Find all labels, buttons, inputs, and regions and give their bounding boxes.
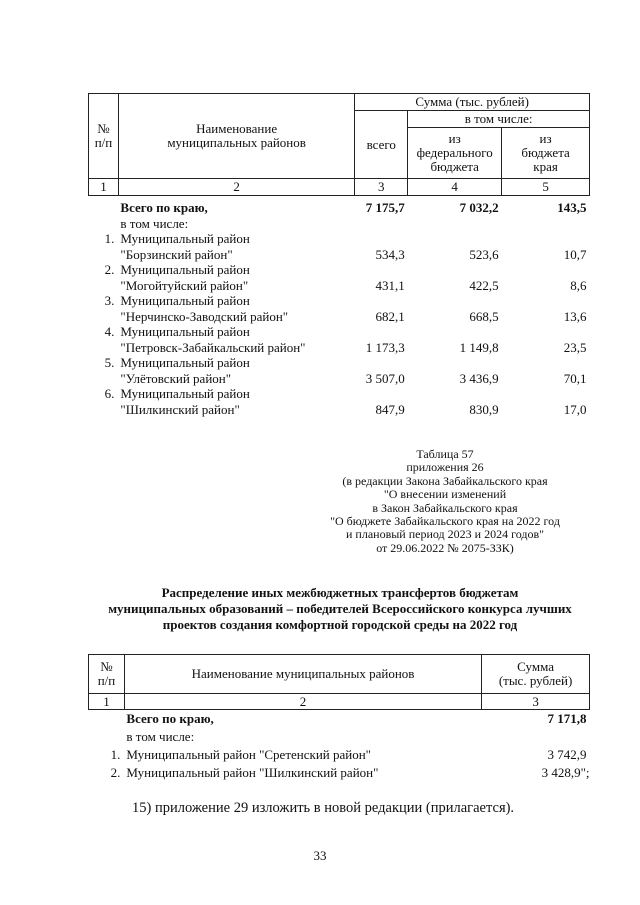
total-value: 7 175,7 — [365, 200, 405, 215]
including-label: в том числе: — [126, 729, 195, 744]
caption-line: в Закон Забайкальского края — [372, 500, 518, 515]
table-row — [89, 231, 590, 247]
table-row — [89, 355, 590, 371]
row-federal: 523,6 — [469, 246, 499, 262]
col-number: 2 — [124, 694, 481, 710]
heading-line: муниципальных образований – победителей Всероссийского конкурса лучших — [108, 601, 572, 616]
row-regional: 10,7 — [563, 246, 587, 262]
total-label: Всего по краю, — [120, 200, 208, 215]
total-federal: 7 032,2 — [459, 200, 499, 215]
col-number: 5 — [502, 179, 590, 196]
row-name: Муниципальный район "Шилкинский район" — [126, 765, 379, 780]
row-name-line1: Муниципальный район — [120, 386, 250, 401]
row-number: 3. — [104, 293, 115, 308]
row-number: 1. — [104, 231, 115, 246]
header-num: № п/п — [89, 94, 119, 179]
caption-line: "О бюджете Забайкальского края на 2022 год — [330, 514, 560, 529]
caption-line: и плановый период 2023 и 2024 годов" — [345, 527, 545, 542]
row-regional: 70,1 — [563, 370, 587, 386]
row-total: 3 742,9 — [547, 747, 587, 762]
caption-line: "О внесении изменений — [383, 487, 507, 502]
row-name-line2: "Борзинский район" — [120, 246, 233, 262]
header-name: Наименование муниципальных районов — [124, 655, 481, 694]
row-federal: 1 149,8 — [459, 339, 499, 355]
heading-line: проектов создания комфортной городской среды на 2022 год — [162, 617, 518, 632]
table-row — [89, 746, 590, 764]
header-including: в том числе: — [408, 111, 590, 128]
row-federal: 422,5 — [469, 277, 499, 293]
header-num: № п/п — [89, 655, 125, 694]
row-name-line2: "Нерчинско-Заводский район" — [120, 308, 289, 324]
table-row — [89, 293, 590, 309]
col-number: 1 — [89, 694, 125, 710]
row-total: 3 428,9"; — [541, 765, 590, 780]
including-label: в том числе: — [120, 215, 189, 231]
row-federal: 830,9 — [469, 401, 499, 417]
row-name: Муниципальный район "Сретенский район" — [126, 747, 371, 762]
row-name-line1: Муниципальный район — [120, 355, 250, 370]
row-name-line2: "Петровск-Забайкальский район" — [120, 339, 306, 355]
total-regional: 143,5 — [557, 200, 587, 215]
table-row-cont — [89, 371, 590, 387]
budget-table-1 — [88, 93, 590, 417]
row-total: 1 173,3 — [365, 339, 405, 355]
row-name-line2: "Могойтуйский район" — [120, 277, 249, 293]
table-row-cont — [89, 309, 590, 325]
table-row-cont — [89, 402, 590, 418]
table-row — [89, 324, 590, 340]
table-row — [89, 764, 590, 782]
row-total: 431,1 — [375, 277, 405, 293]
row-total: 534,3 — [375, 246, 405, 262]
row-number: 4. — [104, 324, 115, 339]
caption-line: от 29.06.2022 № 2075-ЗЗК) — [376, 540, 514, 555]
page-number: 33 — [313, 848, 327, 863]
col-number: 1 — [89, 179, 119, 196]
caption-line: (в редакции Закона Забайкальского края — [342, 473, 548, 488]
row-name-line1: Муниципальный район — [120, 293, 250, 308]
header-sum: Сумма (тыс. рублей) — [482, 655, 590, 694]
closing-paragraph: 15) приложение 29 изложить в новой редакции (прилагается). — [132, 800, 515, 816]
row-regional: 23,5 — [563, 339, 587, 355]
total-row — [89, 710, 590, 729]
row-regional: 17,0 — [563, 401, 587, 417]
row-federal: 668,5 — [469, 308, 499, 324]
col-number: 2 — [118, 179, 354, 196]
table-row-cont — [89, 340, 590, 356]
row-total: 3 507,0 — [365, 370, 405, 386]
col-number: 4 — [408, 179, 502, 196]
total-value: 7 171,8 — [547, 711, 587, 726]
col-number: 3 — [482, 694, 590, 710]
row-number: 2. — [104, 262, 115, 277]
header-sum: Сумма (тыс. рублей) — [355, 94, 590, 111]
header-federal: из федерального бюджета — [408, 128, 502, 179]
header-regional: из бюджета края — [502, 128, 590, 179]
table-row — [89, 386, 590, 402]
row-number: 5. — [104, 355, 115, 370]
total-label: Всего по краю, — [126, 711, 214, 726]
row-total: 682,1 — [375, 308, 405, 324]
heading-line: Распределение иных межбюджетных трансфертов бюджетам — [161, 585, 519, 600]
row-regional: 8,6 — [570, 277, 587, 293]
section-heading — [75, 585, 605, 633]
col-number: 3 — [355, 179, 408, 196]
row-regional: 13,6 — [563, 308, 587, 324]
table-row-cont — [89, 247, 590, 263]
row-number: 6. — [104, 386, 115, 401]
caption-line: приложения 26 — [406, 460, 484, 475]
header-total: всего — [355, 111, 408, 179]
header-name: Наименование муниципальных районов — [118, 94, 354, 179]
table-row-cont — [89, 278, 590, 294]
row-name-line1: Муниципальный район — [120, 231, 250, 246]
total-row — [89, 196, 590, 216]
table-caption — [300, 448, 590, 555]
budget-table-2 — [88, 654, 590, 782]
row-name-line1: Муниципальный район — [120, 324, 250, 339]
row-name-line1: Муниципальный район — [120, 262, 250, 277]
row-name-line2: "Шилкинский район" — [120, 401, 240, 417]
row-name-line2: "Улётовский район" — [120, 370, 232, 386]
row-federal: 3 436,9 — [459, 370, 499, 386]
row-number: 2. — [110, 765, 121, 780]
caption-line: Таблица 57 — [416, 447, 474, 461]
row-number: 1. — [110, 747, 121, 762]
row-total: 847,9 — [375, 401, 405, 417]
table-row — [89, 262, 590, 278]
